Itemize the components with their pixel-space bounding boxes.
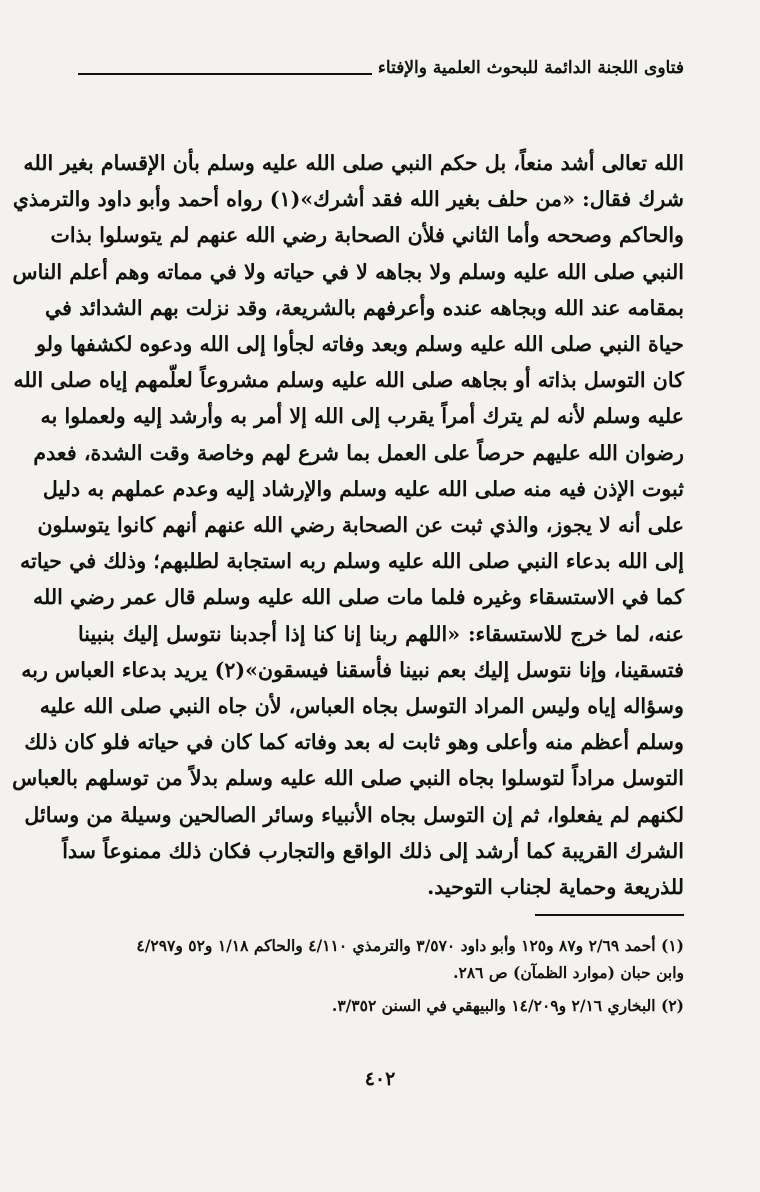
main-text	[12, 145, 684, 905]
text-line: للذريعة وحماية لجناب التوحيد.	[427, 875, 684, 900]
header-rule	[78, 73, 372, 75]
footnotes	[78, 932, 684, 1019]
text-line: حياة النبي صلى الله عليه وسلم وبعد وفاته لجأوا إلى الله ودعوه لكشفها ولو	[36, 332, 684, 357]
running-header	[78, 58, 684, 78]
text-line: فتسقينا، وإنا نتوسل إليك بعم نبينا فأسقنا فيسقون»(٢) يريد بدعاء العباس ربه	[21, 657, 684, 682]
footnote-2: (٢) البخاري ٢/١٦ و١٤/٢٠٩ والبيهقي في السنن ٣/٣٥٢.	[331, 996, 684, 1015]
text-line: التوسل مراداً لتوسلوا بجاه النبي صلى الله عليه وسلم بدلاً من توسلهم بالعباس	[12, 766, 684, 791]
text-line: الله تعالى أشد منعاً، بل حكم النبي صلى الله عليه وسلم بأن الإقسام بغير الله	[23, 151, 684, 175]
text-line: كما في الاستسقاء وغيره فلما مات صلى الله عليه وسلم قال عمر رضي الله	[33, 585, 684, 610]
footnote-1: (١) أحمد ٢/٦٩ و٨٧ و١٢٥ وأبو داود ٣/٥٧٠ والترمذي ٤/١١٠ والحاكم ١/١٨ و٥٢ و٤/٢٩٧	[136, 936, 684, 955]
text-line: رضوان الله عليهم حرصاً على العمل بما شرع لهم وخاصة وقت الشدة، فعدم	[33, 440, 684, 465]
text-line: النبي صلى الله عليه وسلم ولا بجاهه لا في حياته ولا في مماته وهم أعلم الناس	[12, 259, 684, 284]
text-line: وسلم أعظم منه وأعلى وهو ثابت له بعد وفاته كما كان في حياته فلو كان ذلك	[24, 730, 684, 755]
text-line: كان التوسل بذاته أو بجاهه صلى الله عليه وسلم مشروعاً لعلّمهم إياه صلى الله	[13, 368, 684, 393]
text-line: عليه وسلم لأنه لم يترك أمراً يقرب إلى الله إلا أمر به وأرشد إليه ولعملوا به	[40, 404, 684, 429]
text-line: لكنهم لم يفعلوا، ثم إن التوسل بجاه الأنبياء وسائر الصالحين وسيلة من وسائل	[24, 802, 684, 827]
text-line: عنه، لما خرج للاستسقاء: «اللهم ربنا إنا كنا إذا أجدبنا نتوسل إليك بنبينا	[78, 621, 684, 646]
text-line: وسؤاله إياه وليس المراد التوسل بجاه العباس، لأن جاه النبي صلى الله عليه	[39, 694, 684, 719]
text-line: والحاكم وصححه وأما الثاني فلأن الصحابة رضي الله عنهم لم يتوسلوا بذات	[50, 223, 684, 248]
text-line: بمقامه عند الله وبجاهه عنده وأعرفهم بالشريعة، وقد نزلت بهم الشدائد في	[45, 295, 684, 320]
text-line: شرك فقال: «من حلف بغير الله فقد أشرك»(١) رواه أحمد وأبو داود والترمذي	[12, 187, 684, 212]
header-title: فتاوى اللجنة الدائمة للبحوث العلمية والإفتاء	[377, 58, 684, 78]
footnote-1-continued: وابن حبان (موارد الظمآن) ص ٢٨٦.	[453, 963, 684, 982]
page-number: ٤٠٢	[364, 1068, 396, 1090]
text-line: ثبوت الإذن فيه منه صلى الله عليه وسلم والإرشاد إليه وعدم عملهم به دليل	[42, 476, 684, 501]
footnote-separator	[535, 914, 684, 916]
text-line: الشرك القريبة كما أرشد إلى ذلك الواقع والتجارب فكان ذلك ممنوعاً سداً	[62, 838, 684, 863]
text-line: إلى الله بدعاء النبي صلى الله عليه وسلم ربه استجابة لطلبهم؛ وذلك في حياته	[20, 549, 684, 574]
text-line: على أنه لا يجوز، والذي ثبت عن الصحابة رضي الله عنهم أنهم كانوا يتوسلون	[37, 513, 684, 538]
